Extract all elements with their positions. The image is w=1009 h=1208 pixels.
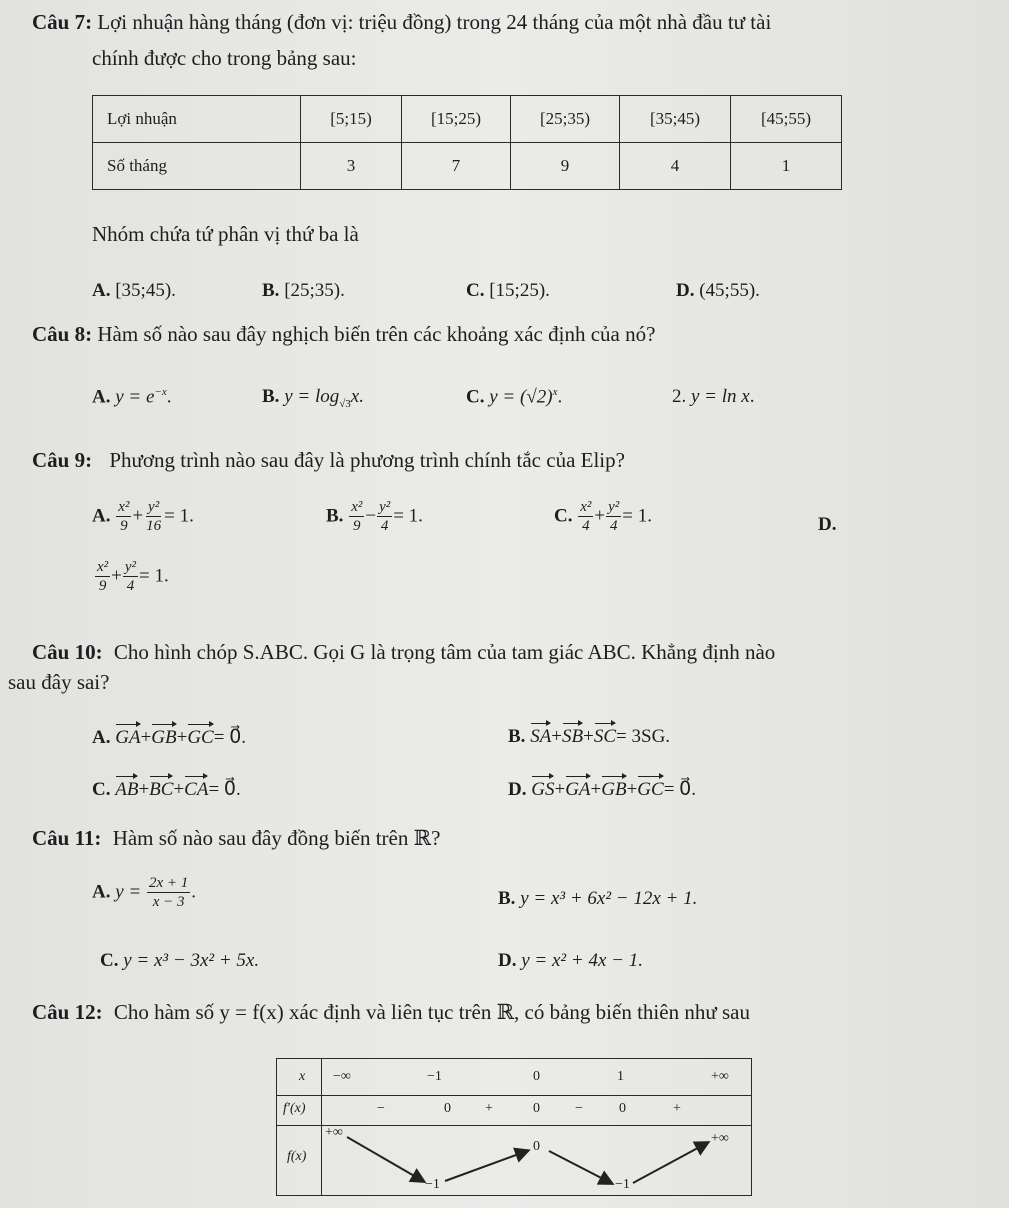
operator: −	[365, 505, 377, 527]
fraction	[147, 876, 190, 910]
equation-rhs: = 3SG.	[616, 726, 671, 747]
frac-den: 4	[609, 518, 618, 534]
vt-x-value: −1	[427, 1069, 442, 1084]
operator: +	[594, 505, 606, 527]
vt-f-value: 0	[533, 1139, 540, 1154]
q7-label: Câu 7:	[32, 10, 93, 34]
q7-option-b[interactable]	[262, 280, 345, 302]
table-head-profit: Lợi nhuận	[93, 96, 301, 143]
fraction	[95, 560, 110, 594]
fraction	[377, 500, 392, 534]
equation-rhs: = 1.	[139, 565, 169, 587]
q9-label: Câu 9:	[32, 448, 93, 472]
vt-arrow-down	[549, 1151, 611, 1183]
q9-text: Phương trình nào sau đây là phương trình chính tắc của Elip?	[109, 448, 625, 472]
frac-num: y²	[379, 499, 391, 515]
operator: +	[132, 505, 144, 527]
q9-line	[32, 448, 625, 473]
q10-option-c[interactable]: C. AB+BC+CA= 0⃗.	[92, 779, 241, 800]
q12-text: Cho hàm số y = f(x) xác định và liên tục trên ℝ, có bảng biến thiên như sau	[113, 1000, 750, 1024]
vector: BC	[149, 779, 174, 800]
vector: GS	[531, 779, 555, 800]
q11-option-a[interactable]	[92, 876, 196, 910]
option-label: C.	[100, 950, 119, 971]
option-text: y = log	[284, 386, 340, 407]
q7-option-d[interactable]	[676, 280, 760, 302]
option-text: [25;35).	[284, 280, 345, 301]
fraction	[578, 500, 593, 534]
option-sup: x	[552, 386, 558, 398]
table-cell: 3	[301, 143, 402, 190]
equation-rhs: = 1.	[622, 505, 652, 527]
vt-arrow-down	[347, 1137, 423, 1181]
q8-line	[32, 322, 655, 347]
option-post: x.	[350, 386, 364, 407]
vt-x-label: x	[299, 1069, 306, 1084]
option-label: A.	[92, 727, 111, 748]
option-sub: √3	[339, 397, 351, 410]
vector: AB	[115, 779, 139, 800]
option-label: D.	[818, 514, 837, 535]
q11-label: Câu 11:	[32, 826, 102, 850]
option-text: y = (√2)	[489, 386, 553, 408]
q9-option-d-label[interactable]	[818, 514, 836, 536]
q10-option-a[interactable]: A. GA+GB+GC= 0⃗.	[92, 727, 247, 748]
vector: GC	[637, 779, 664, 800]
vt-f-label: f(x)	[287, 1149, 307, 1164]
frac-den: 4	[582, 518, 590, 534]
frac-num: x²	[118, 499, 130, 515]
vector: SC	[593, 726, 617, 747]
vt-arrow-up	[445, 1151, 527, 1181]
option-text: [35;45).	[115, 280, 176, 301]
option-text: y = x² + 4x − 1.	[521, 950, 643, 971]
q10-text1: Cho hình chóp S.ABC. Gọi G là trọng tâm của tam giác ABC. Khẳng định nào	[113, 640, 776, 664]
q7-line1	[32, 10, 771, 35]
option-label: A.	[92, 881, 111, 903]
frac-num: y²	[148, 499, 160, 515]
vector: GC	[187, 727, 214, 748]
option-text: [15;25).	[489, 280, 550, 301]
vt-x-value: 1	[617, 1069, 624, 1084]
table-row	[93, 96, 842, 143]
option-text: y = e	[115, 386, 155, 408]
frac-den: 4	[380, 518, 389, 534]
fraction	[349, 500, 364, 534]
vector: SA	[530, 726, 552, 747]
vector: GB	[151, 727, 177, 748]
q11-option-c[interactable]	[100, 950, 259, 972]
table-row	[93, 143, 842, 190]
option-label: A.	[92, 386, 111, 408]
profit-table	[92, 95, 842, 190]
option-label: 2.	[672, 386, 687, 407]
q8-label: Câu 8:	[32, 322, 93, 346]
q7-option-a[interactable]	[92, 280, 176, 302]
option-label: C.	[92, 779, 111, 800]
q9-option-b[interactable]	[326, 500, 423, 534]
table-cell: [15;25)	[402, 96, 511, 143]
vt-sign: 0	[444, 1101, 451, 1116]
fraction	[116, 500, 131, 534]
option-label: C.	[554, 505, 573, 527]
vector: GB	[601, 779, 627, 800]
q7-option-c[interactable]	[466, 280, 550, 302]
equation-rhs: = 0⃗.	[213, 727, 247, 748]
q12-label: Câu 12:	[32, 1000, 103, 1024]
variation-table	[276, 1058, 752, 1196]
vt-x-value: +∞	[711, 1069, 729, 1084]
vector: GA	[115, 727, 141, 748]
vector: GA	[565, 779, 591, 800]
vt-sign: +	[673, 1101, 681, 1116]
option-text: y = x³ − 3x² + 5x.	[123, 950, 260, 971]
equation-rhs: = 1.	[393, 505, 423, 527]
q8-text: Hàm số nào sau đây nghịch biến trên các khoảng xác định của nó?	[97, 322, 656, 346]
option-label: B.	[262, 386, 280, 407]
fraction	[123, 560, 138, 594]
table-cell: 1	[731, 143, 842, 190]
q8-option-d[interactable]	[672, 386, 754, 408]
q7-text2: chính được cho trong bảng sau:	[92, 46, 357, 70]
table-cell: [35;45)	[620, 96, 731, 143]
frac-num: 2x + 1	[149, 875, 189, 891]
q10-option-b[interactable]: B. SA+SB+SC= 3SG.	[508, 726, 671, 747]
option-post: .	[191, 881, 197, 903]
vt-sign: −	[575, 1101, 583, 1116]
q11-option-b[interactable]	[498, 888, 697, 910]
vt-x-value: 0	[533, 1069, 540, 1084]
frac-den: x − 3	[152, 894, 185, 910]
q9-option-a[interactable]	[92, 500, 194, 534]
frac-den: 9	[98, 578, 107, 594]
option-label: D.	[498, 950, 517, 971]
option-label: B.	[508, 726, 526, 747]
q7-question: Nhóm chứa tứ phân vị thứ ba là	[92, 222, 359, 246]
frac-den: 9	[353, 518, 361, 534]
option-post: .	[749, 386, 755, 407]
frac-num: x²	[97, 559, 109, 575]
q12-line	[32, 1000, 750, 1025]
q8-option-b[interactable]	[262, 386, 364, 410]
option-text: (45;55).	[699, 280, 760, 301]
q10-line1	[32, 640, 775, 665]
q9-option-d[interactable]	[94, 560, 169, 594]
table-cell: [45;55)	[731, 96, 842, 143]
operator: +	[111, 565, 122, 587]
vector: SB	[562, 726, 584, 747]
vt-fprime-label: f′(x)	[283, 1101, 306, 1116]
equation-rhs: = 0⃗.	[208, 779, 241, 800]
fraction	[144, 500, 163, 534]
option-text: y = ln x	[691, 386, 750, 407]
table-cell: [5;15)	[301, 96, 402, 143]
vt-sign: +	[485, 1101, 493, 1116]
option-label: C.	[466, 280, 485, 301]
table-head-months: Số tháng	[93, 143, 301, 190]
vt-arrows	[277, 1059, 751, 1195]
option-text: y = x³ + 6x² − 12x + 1.	[520, 888, 698, 909]
q9-option-c[interactable]	[554, 500, 652, 534]
q10-text2: sau đây sai?	[8, 670, 110, 694]
frac-den: 4	[126, 578, 135, 594]
option-label: B.	[498, 888, 516, 909]
q8-option-c[interactable]	[466, 386, 562, 408]
vt-x-value: −∞	[333, 1069, 351, 1084]
option-label: B.	[262, 280, 280, 301]
option-post: .	[557, 386, 563, 408]
q11-text: Hàm số nào sau đây đồng biến trên ℝ?	[112, 826, 441, 850]
equation-rhs: = 1.	[164, 505, 194, 527]
option-label: A.	[92, 505, 111, 527]
option-label: D.	[676, 280, 695, 301]
table-cell: [25;35)	[511, 96, 620, 143]
option-sup: −x	[154, 386, 167, 398]
table-cell: 7	[402, 143, 511, 190]
q8-option-a[interactable]	[92, 386, 171, 408]
vt-arrow-up	[633, 1143, 707, 1183]
q11-line	[32, 826, 440, 851]
vt-f-value: −1	[615, 1177, 630, 1192]
q10-label: Câu 10:	[32, 640, 103, 664]
option-label: D.	[508, 779, 527, 800]
q11-option-d[interactable]	[498, 950, 643, 972]
vt-sign: −	[377, 1101, 385, 1116]
vt-f-value: −1	[425, 1177, 440, 1192]
q10-option-d[interactable]: D. GS+GA+GB+GC= 0⃗.	[508, 779, 696, 800]
vt-f-value: +∞	[325, 1125, 343, 1140]
option-post: .	[166, 386, 172, 408]
vector: CA	[184, 779, 209, 800]
q7-text1: Lợi nhuận hàng tháng (đơn vị: triệu đồng) trong 24 tháng của một nhà đầu tư tài	[97, 10, 772, 34]
frac-den: 9	[120, 518, 128, 534]
frac-den: 16	[146, 518, 162, 534]
fraction	[606, 500, 621, 534]
option-label: C.	[466, 386, 485, 408]
table-cell: 4	[620, 143, 731, 190]
equation-rhs: = 0⃗.	[663, 779, 696, 800]
frac-num: y²	[124, 559, 137, 575]
frac-num: x²	[580, 499, 592, 515]
option-pre: y =	[115, 881, 142, 903]
vt-sign: 0	[619, 1101, 626, 1116]
vt-sign: 0	[533, 1101, 540, 1116]
option-label: B.	[326, 505, 344, 527]
frac-num: x²	[351, 499, 363, 515]
option-label: A.	[92, 280, 111, 301]
frac-num: y²	[608, 499, 620, 515]
vt-f-value: +∞	[711, 1131, 729, 1146]
table-cell: 9	[511, 143, 620, 190]
